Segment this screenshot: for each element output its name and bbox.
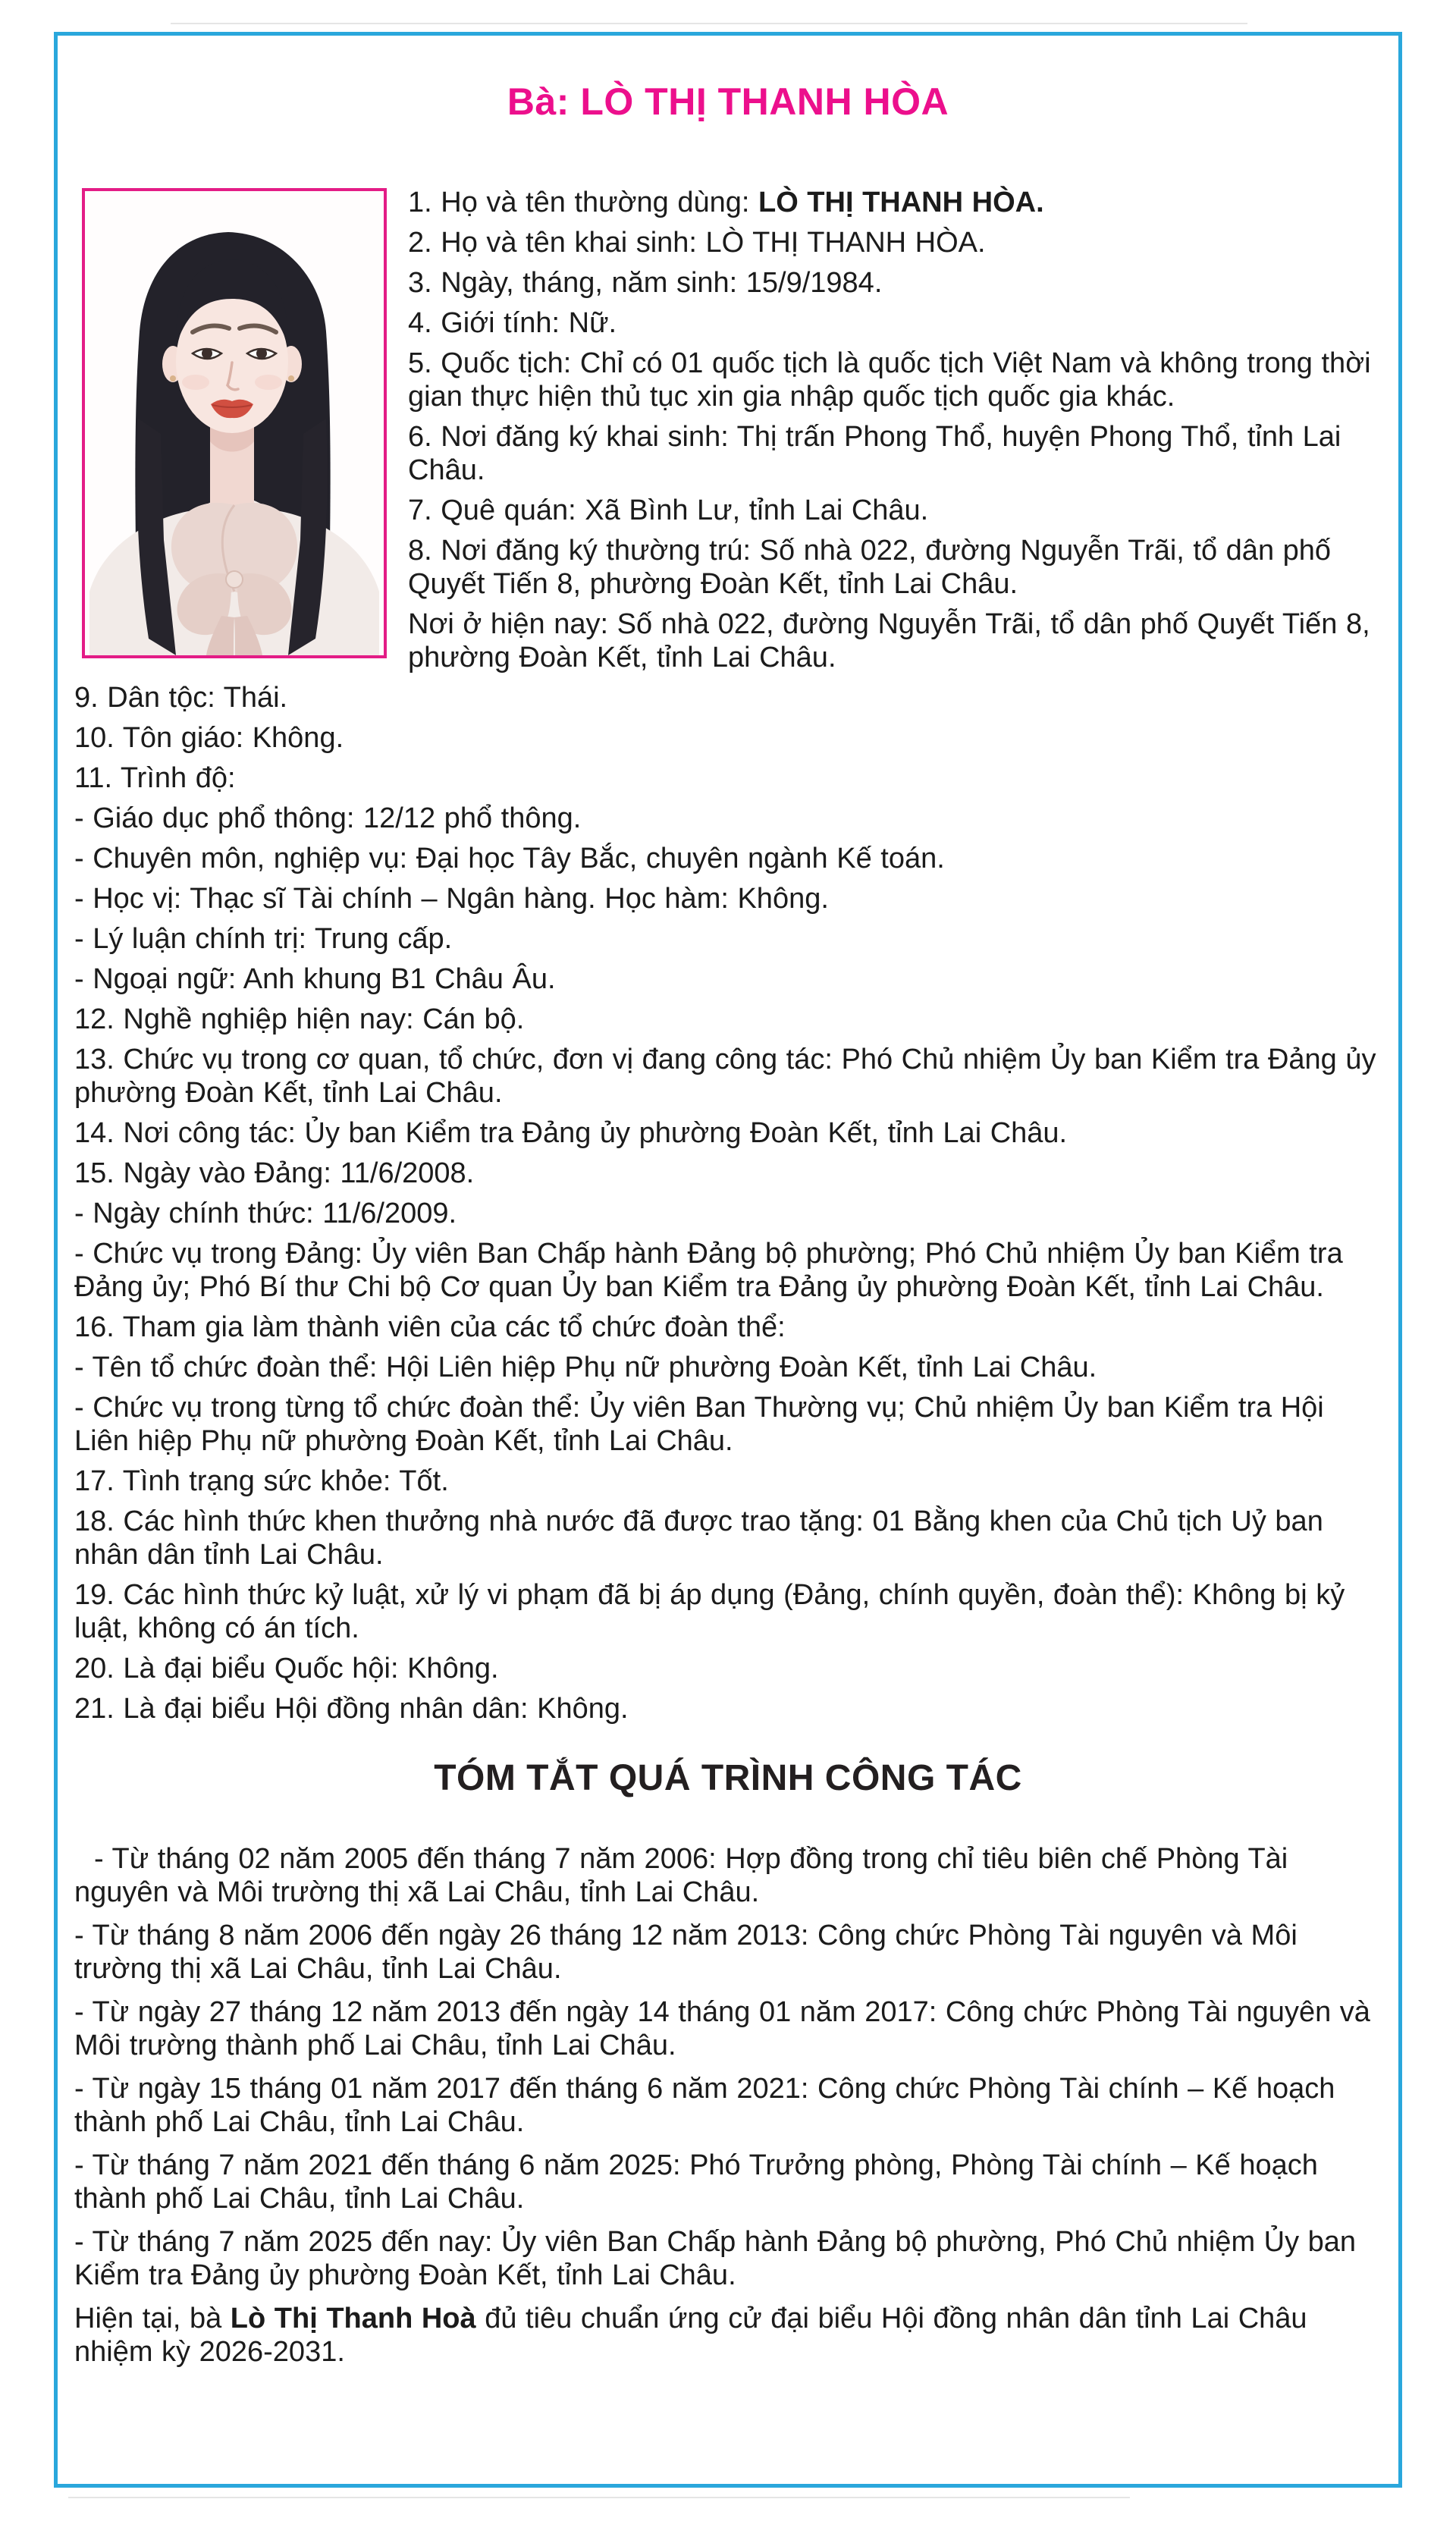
- profile-item: - Ngày chính thức: 11/6/2009.: [74, 1198, 457, 1229]
- document-border-frame: [54, 32, 1402, 2488]
- document-content: [58, 78, 1398, 2369]
- profile-item: 11. Trình độ:: [74, 762, 236, 794]
- profile-item: Nơi ở hiện nay: Số nhà 022, đường Nguyễn Trãi, tổ dân phố Quyết Tiến 8, phường Đoàn Kết, tỉnh Lai Châu.: [408, 608, 1370, 673]
- closing-statement: Hiện tại, bà Lò Thị Thanh Hoà đủ tiêu chuẩn ứng cử đại biểu Hội đồng nhân dân tỉnh Lai Châu nhiệm kỳ 2026-2031.: [74, 2303, 1307, 2368]
- candidate-photo-frame: [82, 188, 387, 658]
- career-items-list: [74, 1842, 1382, 2292]
- profile-item: 9. Dân tộc: Thái.: [74, 682, 288, 714]
- profile-item: 14. Nơi công tác: Ủy ban Kiểm tra Đảng ủy phường Đoàn Kết, tỉnh Lai Châu.: [74, 1117, 1068, 1149]
- profile-item: 19. Các hình thức kỷ luật, xử lý vi phạm đã bị áp dụng (Đảng, chính quyền, đoàn thể): Không bị kỷ luật, không có án tích.: [74, 1579, 1345, 1644]
- career-section-heading: TÓM TẮT QUÁ TRÌNH CÔNG TÁC: [434, 1758, 1022, 1798]
- profile-item: 4. Giới tính: Nữ.: [408, 307, 617, 339]
- profile-item: 7. Quê quán: Xã Bình Lư, tỉnh Lai Châu.: [408, 494, 929, 526]
- profile-item: 21. Là đại biểu Hội đồng nhân dân: Không.: [74, 1693, 629, 1725]
- profile-item: 17. Tình trạng sức khỏe: Tốt.: [74, 1465, 449, 1497]
- profile-item: - Học vị: Thạc sĩ Tài chính – Ngân hàng. Học hàm: Không.: [74, 883, 829, 915]
- profile-item: 12. Nghề nghiệp hiện nay: Cán bộ.: [74, 1003, 525, 1035]
- profile-item: 13. Chức vụ trong cơ quan, tổ chức, đơn vị đang công tác: Phó Chủ nhiệm Ủy ban Kiểm tra Đảng ủy phường Đoàn Kết, tỉnh Lai Châu.: [74, 1044, 1376, 1109]
- career-item: - Từ tháng 7 năm 2021 đến tháng 6 năm 2025: Phó Trưởng phòng, Phòng Tài chính – Kế hoạch thành phố Lai Châu, tỉnh Lai Châu.: [74, 2149, 1318, 2215]
- career-item: - Từ tháng 8 năm 2006 đến ngày 26 tháng 12 năm 2013: Công chức Phòng Tài nguyên và Môi trường thị xã Lai Châu, tỉnh Lai Châu.: [74, 1920, 1298, 1985]
- scan-artifact-line-bottom: [68, 2497, 1130, 2498]
- profile-item: - Chức vụ trong từng tổ chức đoàn thể: Ủy viên Ban Thường vụ; Chủ nhiệm Ủy ban Kiểm tra Hội Liên hiệp Phụ nữ phường Đoàn Kết, tỉnh Lai Châu.: [74, 1392, 1324, 1457]
- profile-item: 10. Tôn giáo: Không.: [74, 722, 344, 754]
- career-item: - Từ ngày 15 tháng 01 năm 2017 đến tháng 6 năm 2021: Công chức Phòng Tài chính – Kế hoạch thành phố Lai Châu, tỉnh Lai Châu.: [74, 2073, 1335, 2138]
- portrait-photo: [85, 191, 384, 655]
- profile-item: 2. Họ và tên khai sinh: LÒ THỊ THANH HÒA.: [408, 227, 986, 259]
- career-item: - Từ tháng 02 năm 2005 đến tháng 7 năm 2006: Hợp đồng trong chỉ tiêu biên chế Phòng Tài nguyên và Môi trường thị xã Lai Châu, tỉnh Lai Châu.: [74, 1843, 1288, 1908]
- page-title: Bà: LÒ THỊ THANH HÒA: [507, 80, 949, 123]
- career-item: - Từ tháng 7 năm 2025 đến nay: Ủy viên Ban Chấp hành Đảng bộ phường, Phó Chủ nhiệm Ủy ban Kiểm tra Đảng ủy phường Đoàn Kết, tỉnh Lai Châu.: [74, 2226, 1357, 2291]
- career-item: - Từ ngày 27 tháng 12 năm 2013 đến ngày 14 tháng 01 năm 2017: Công chức Phòng Tài nguyên và Môi trường thành phố Lai Châu, tỉnh Lai Châu.: [74, 1996, 1370, 2061]
- detail-items-list: [74, 721, 1382, 1725]
- profile-item: - Lý luận chính trị: Trung cấp.: [74, 923, 453, 955]
- profile-item: 8. Nơi đăng ký thường trú: Số nhà 022, đường Nguyễn Trãi, tổ dân phố Quyết Tiến 8, phường Đoàn Kết, tỉnh Lai Châu.: [408, 535, 1332, 600]
- profile-item: 1. Họ và tên thường dùng: LÒ THỊ THANH HÒA.: [408, 187, 1044, 218]
- profile-item: 18. Các hình thức khen thưởng nhà nước đã được trao tặng: 01 Bằng khen của Chủ tịch Uỷ ban nhân dân tỉnh Lai Châu.: [74, 1505, 1323, 1571]
- profile-item: - Tên tổ chức đoàn thể: Hội Liên hiệp Phụ nữ phường Đoàn Kết, tỉnh Lai Châu.: [74, 1352, 1097, 1383]
- profile-item: 15. Ngày vào Đảng: 11/6/2008.: [74, 1157, 475, 1189]
- profile-item: - Ngoại ngữ: Anh khung B1 Châu Âu.: [74, 963, 556, 995]
- profile-item: - Chuyên môn, nghiệp vụ: Đại học Tây Bắc, chuyên ngành Kế toán.: [74, 843, 945, 874]
- profile-section: [74, 186, 1382, 1725]
- profile-item: 16. Tham gia làm thành viên của các tổ chức đoàn thể:: [74, 1311, 786, 1343]
- profile-item: - Chức vụ trong Đảng: Ủy viên Ban Chấp hành Đảng bộ phường; Phó Chủ nhiệm Ủy ban Kiểm tra Đảng ủy; Phó Bí thư Chi bộ Cơ quan Ủy ban Kiểm tra Đảng ủy phường Đoàn Kết, tỉnh Lai Châu.: [74, 1238, 1343, 1303]
- profile-item: 5. Quốc tịch: Chỉ có 01 quốc tịch là quốc tịch Việt Nam và không trong thời gian thực hiện thủ tục xin gia nhập quốc tịch quốc gia khác.: [408, 347, 1371, 413]
- profile-item: - Giáo dục phổ thông: 12/12 phổ thông.: [74, 802, 582, 834]
- profile-item: 3. Ngày, tháng, năm sinh: 15/9/1984.: [408, 267, 883, 299]
- scan-artifact-line-top: [171, 23, 1247, 24]
- profile-item: 6. Nơi đăng ký khai sinh: Thị trấn Phong Thổ, huyện Phong Thổ, tỉnh Lai Châu.: [408, 421, 1341, 486]
- profile-item: 20. Là đại biểu Quốc hội: Không.: [74, 1653, 499, 1684]
